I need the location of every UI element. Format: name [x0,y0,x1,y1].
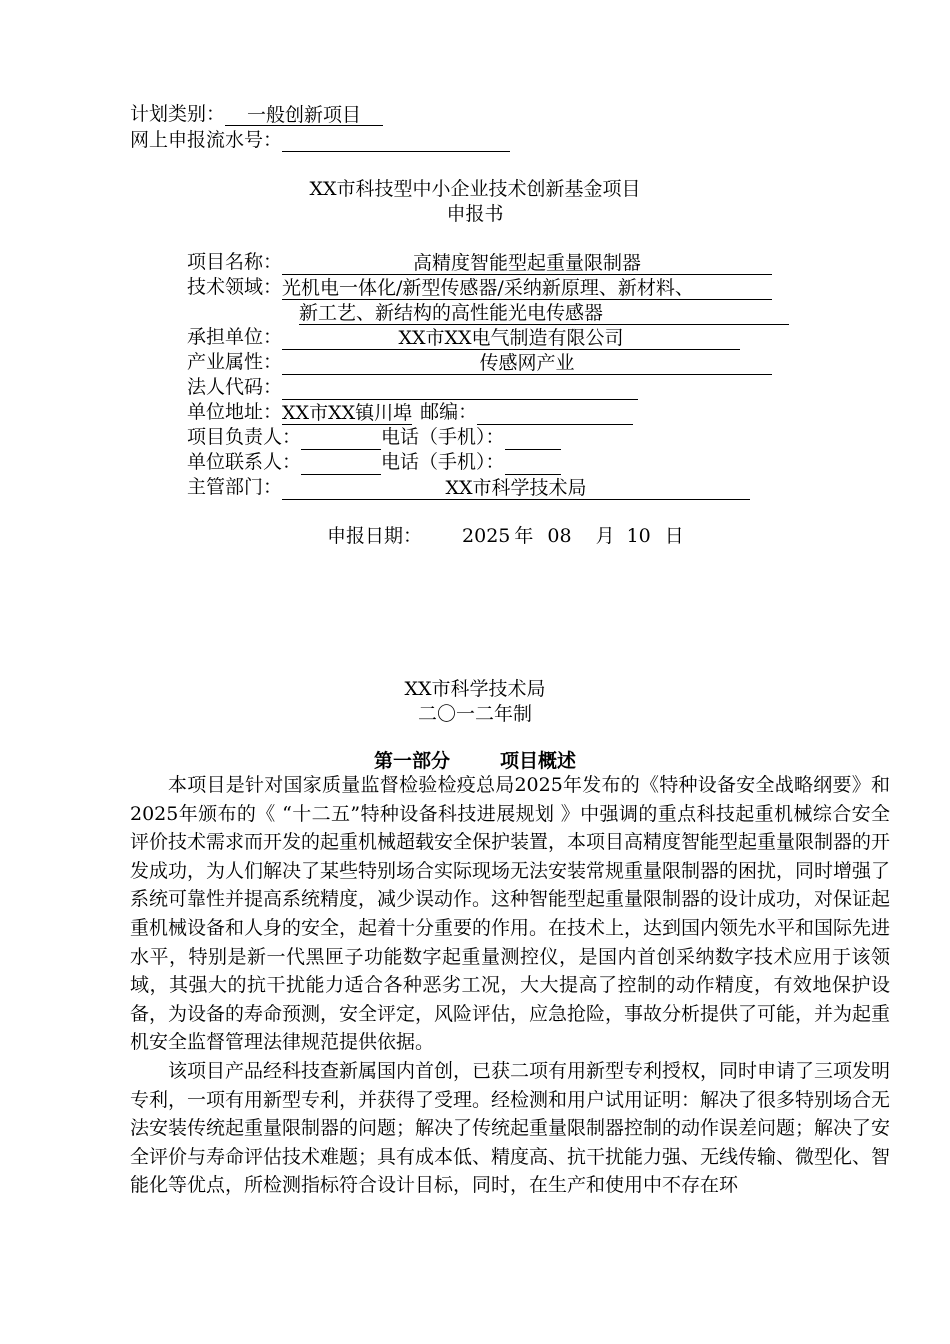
date-year-unit: 年 [514,525,534,547]
application-date [327,523,684,549]
field-tech-field-cont [299,299,789,325]
authority-value: XX市科学技术局 [282,476,750,500]
address-value: XX市XX镇川埠 [282,402,413,424]
document-title: XX市科技型中小企业技术创新基金项目 [309,178,641,200]
paragraph-achievements: 该项目产品经科技查新属国内首创，已获二项有用新型专利授权，同时申请了三项发明专利，一项有用新型专利，并获得了受理。经检测和用户试用证明：解决了很多特别场合无法安装传统起重量限制器的问题；解决了传统起重量限制器控制的动作误差问题；解决了安全评价与寿命评估技术难题；具有成本低、精度高、抗干扰能力强、无线传输、微型化、智能化等优点，所检测指标符合设计目标，同时，在生产和使用中不存在环 [130,1059,891,1197]
industry-value: 传感网产业 [282,351,772,375]
section-part: 第一部分 [373,750,450,772]
contact-label: 单位联系人： [187,451,302,473]
field-authority [187,474,750,500]
serial-label: 网上申报流水号： [130,129,283,151]
postcode-label: 邮编： [420,401,478,423]
address-label: 单位地址： [187,401,283,423]
document-subtitle: 申报书 [446,203,504,225]
date-label: 申报日期： [327,525,423,547]
date-day: 10 [626,525,651,547]
tech-field-value-line1: 光机电一体化/新型传感器/采纳新原理、新材料、 [282,276,772,300]
tech-field-value-line2: 新工艺、新结构的高性能光电传感器 [299,301,789,325]
issuer-name: XX市科学技术局 [404,678,546,700]
field-legal-code [187,374,638,400]
undertaker-label: 承担单位： [187,326,283,348]
field-tech-field [187,274,772,300]
leader-phone-label: 电话（手机）： [381,426,505,448]
serial-line [130,128,510,152]
section-body [130,771,890,1200]
tech-field-label: 技术领域： [187,276,283,298]
date-month: 08 [547,525,572,547]
field-undertaker [187,324,740,350]
authority-label: 主管部门： [187,476,283,498]
contact-value [301,451,381,475]
project-name-value: 高精度智能型起重量限制器 [282,251,772,275]
field-leader [187,424,561,450]
legal-code-value [282,376,638,400]
issuer-year: 二〇一二年制 [417,703,532,725]
leader-label: 项目负责人： [187,426,302,448]
field-contact [187,449,561,475]
plan-category-label: 计划类别： [130,103,226,125]
field-industry [187,349,772,375]
plan-category-value: 一般创新项目 [225,103,383,126]
project-name-label: 项目名称： [187,251,283,273]
industry-label: 产业属性： [187,351,283,373]
field-project-name [187,249,772,275]
leader-value [301,426,381,450]
plan-category-line [130,102,383,126]
field-address [187,399,633,425]
date-month-unit: 月 [595,525,615,547]
legal-code-label: 法人代码： [187,376,283,398]
section-title: 项目概述 [500,750,577,772]
contact-phone-value [505,451,561,475]
postcode-value [477,401,633,425]
date-year: 2025 [462,525,511,547]
paragraph-overview: 本项目是针对国家质量监督检验检疫总局2025年发布的《特种设备安全战略纲要》和2025年颁布的《 “十二五”特种设备科技进展规划 》中强调的重点科技起重机械综合安全评价技术需求而开发的起重机械超载安全保护装置，本项目高精度智能型起重量限制器的开发成功，为人们解决了某些特别场合实际现场无法安装常规重量限制器的困扰，同时增强了系统可靠性并提高系统精度，减少误动作。这种智能型起重量限制器的设计成功，对保证起重机械设备和人身的安全，起着十分重要的作用。在技术上，达到国内领先水平和国际先进水平，特别是新一代黑匣子功能数字起重量测控仪，是国内首创采纳数字技术应用于该领域，其强大的抗干扰能力适合各种恶劣工况，大大提高了控制的动作精度，有效地保护设备，为设备的寿命预测，安全评定，风险评估，应急抢险，事故分析提供了可能，并为起重机安全监督管理法律规范提供依据。 [130,774,891,1054]
contact-phone-label: 电话（手机）： [381,451,505,473]
undertaker-value: XX市XX电气制造有限公司 [282,326,740,350]
leader-phone-value [505,426,561,450]
serial-value [282,129,510,152]
date-day-unit: 日 [664,525,684,547]
